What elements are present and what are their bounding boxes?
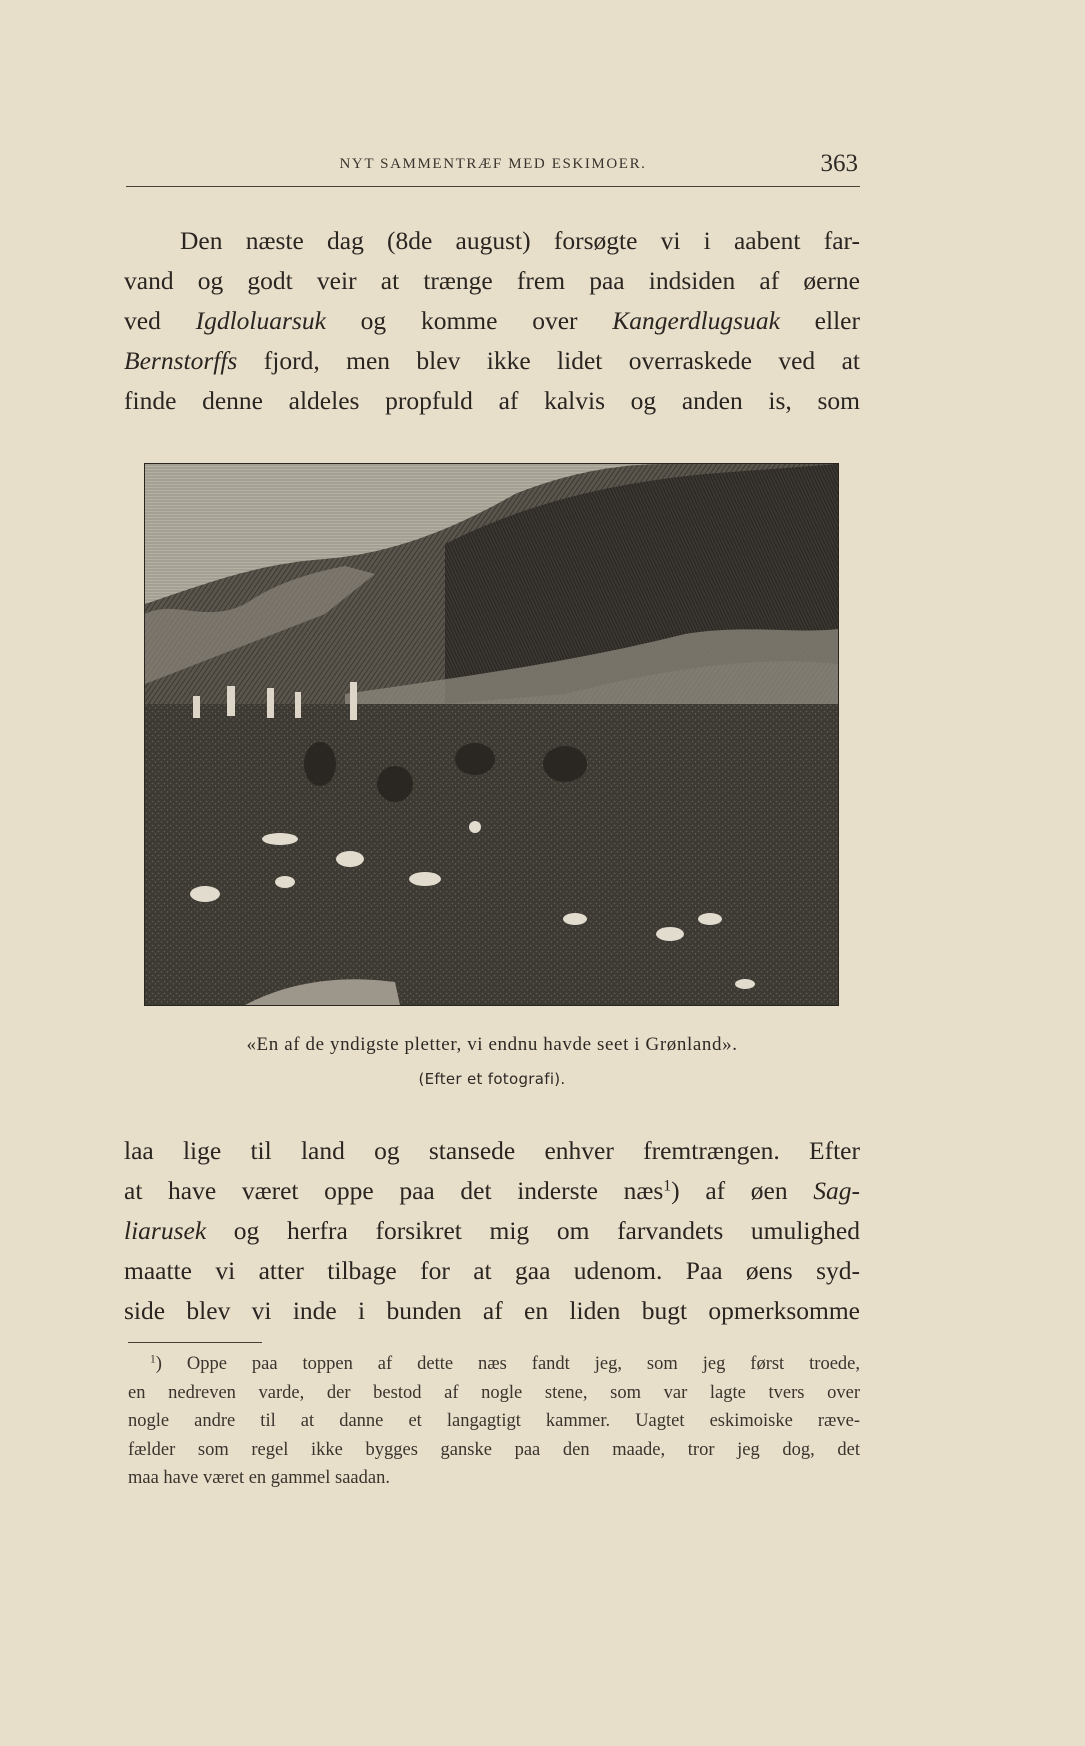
- place-name: Bernstorffs: [124, 346, 238, 375]
- text-line: laa lige til land og stansede enhver fremtrængen. Efter: [124, 1136, 860, 1165]
- text-line: Den næste dag (8de august) forsøgte vi i aabent far-: [180, 226, 860, 255]
- place-name: Kangerdlugsuak: [612, 306, 780, 335]
- text-line: vand og godt veir at trænge frem paa indsiden af øerne: [124, 266, 860, 295]
- footnote-line: nogle andre til at danne et langagtigt kammer. Uagtet eskimoiske ræve-: [128, 1411, 860, 1431]
- header-rule: [126, 186, 860, 187]
- text-line: Bernstorffs fjord, men blev ikke lidet overraskede ved at: [124, 346, 860, 375]
- running-title: NYT SAMMENTRÆF MED ESKIMOER.: [339, 156, 647, 172]
- engraving-drawing: [145, 464, 838, 1005]
- footnote-marker: 1: [150, 1353, 156, 1366]
- footnote-line: fælder som regel ikke bygges ganske paa den maade, tror jeg dog, det: [128, 1439, 860, 1460]
- paragraph-2: [124, 1131, 860, 1331]
- text-line: ved Igdloluarsuk og komme over Kangerdlugsuak eller: [124, 306, 860, 335]
- text-line: liarusek og herfra forsikret mig om farvandets umulighed: [124, 1216, 860, 1245]
- page-header: [128, 152, 858, 184]
- figure-source: (Efter et fotografi).: [418, 1070, 566, 1088]
- place-name: Igdloluarsuk: [195, 306, 326, 335]
- paragraph-1: [124, 221, 860, 421]
- footnote-rule: [128, 1342, 262, 1343]
- footnote-line: $^1$) Oppe paa toppen af dette næs fandt jeg, som jeg først troede,: [150, 1353, 860, 1374]
- text-line: maatte vi atter tilbage for at gaa udenom. Paa øens syd-: [124, 1256, 860, 1285]
- footnote: [128, 1350, 860, 1493]
- footnote-line: maa have været en gammel saadan.: [128, 1468, 390, 1488]
- footnote-reference: 1: [663, 1177, 672, 1195]
- text-line: finde denne aldeles propfuld af kalvis og anden is, som: [124, 386, 860, 415]
- page-number: 363: [820, 150, 858, 177]
- engraving-illustration: [144, 463, 839, 1006]
- text-line: side blev vi inde i bunden af en liden bugt opmerksomme: [124, 1296, 860, 1325]
- text-line: at have været oppe paa det inderste næs$^1$) af øen Sag-: [124, 1176, 860, 1205]
- figure-caption: «En af de yndigste pletter, vi endnu havde seet i Grønland».: [246, 1034, 738, 1055]
- footnote-line: en nedreven varde, der bestod af nogle stene, som var lagte tvers over: [128, 1382, 860, 1403]
- place-name: liarusek: [124, 1216, 207, 1245]
- place-name: Sag-: [813, 1176, 860, 1205]
